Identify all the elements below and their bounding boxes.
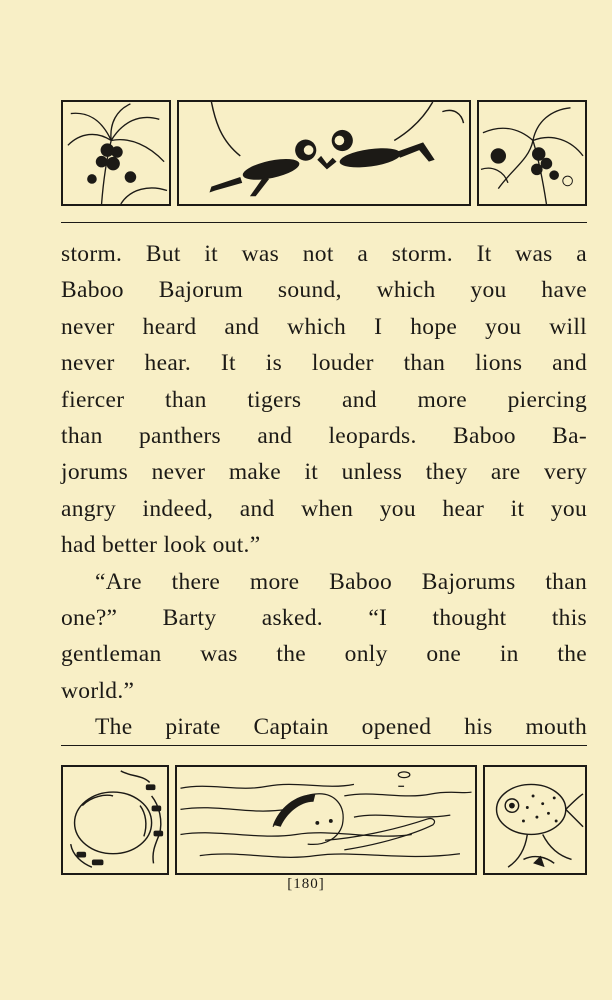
puffer-fish-icon <box>485 767 585 873</box>
footer-illustration-strip <box>61 765 587 875</box>
page-number: [180] <box>287 876 325 892</box>
illustration-swinging-monkeys-panel <box>177 100 471 206</box>
text-line: “Are there more Baboo Bajorums than <box>95 568 587 595</box>
monkeys-icon <box>179 102 469 204</box>
text-line: than panthers and leopards. Baboo Ba- <box>61 422 587 449</box>
text-line: fiercer than tigers and more piercing <box>61 386 587 413</box>
illustration-crab-panel <box>61 765 169 875</box>
palm-tree-icon <box>479 102 585 204</box>
text-line: Baboo Bajorum sound, which you have <box>61 277 587 304</box>
header-illustration-strip <box>61 100 587 206</box>
illustration-right-palm-panel <box>477 100 587 206</box>
text-line: never hear. It is louder than lions and <box>61 350 587 377</box>
text-line: one?” Barty asked. “I thought this <box>61 604 587 631</box>
text-line: never heard and which I hope you will <box>61 313 587 340</box>
swimming-child-icon <box>177 767 475 873</box>
text-line: The pirate Captain opened his mouth <box>95 714 587 741</box>
illustration-fish-panel <box>483 765 587 875</box>
illustration-swimming-child-panel <box>175 765 477 875</box>
crab-icon <box>63 767 167 873</box>
top-divider-rule <box>61 222 587 223</box>
text-line: jorums never make it unless they are very <box>61 459 587 486</box>
text-line: angry indeed, and when you hear it you <box>61 495 587 522</box>
text-line: had better look out.” <box>61 532 261 559</box>
illustration-left-palm-panel <box>61 100 171 206</box>
text-line: gentleman was the only one in the <box>61 641 587 668</box>
body-text <box>61 236 587 745</box>
palm-tree-icon <box>63 102 169 204</box>
text-line: world.” <box>61 677 135 704</box>
bottom-divider-rule <box>61 745 587 746</box>
text-line: storm. But it was not a storm. It was a <box>61 241 587 267</box>
